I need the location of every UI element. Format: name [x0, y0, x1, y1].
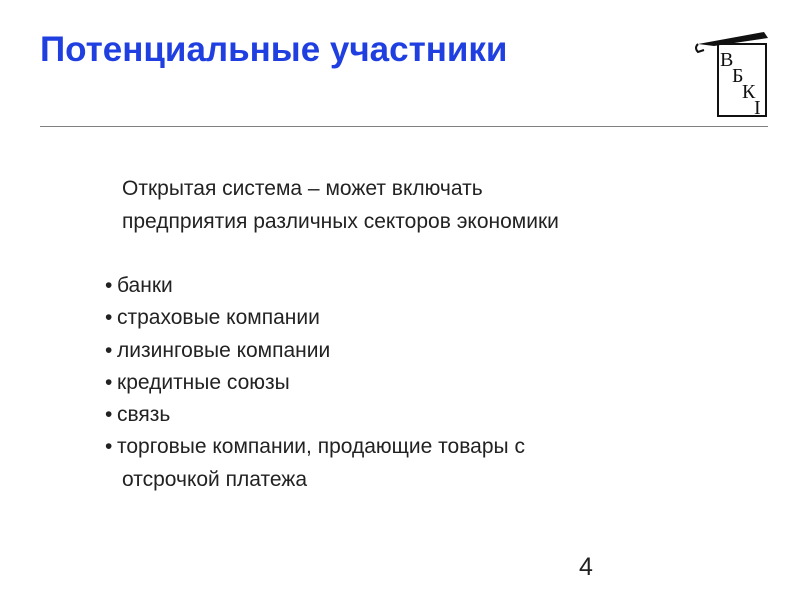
list-item-text: банки	[117, 274, 173, 297]
bki-logo	[694, 30, 774, 120]
list-item-text: связь	[117, 403, 171, 427]
page-number: 4	[579, 553, 593, 581]
logo-letter-v: В	[720, 49, 734, 71]
list-item-text: лизинговые компании	[117, 338, 331, 362]
list-item	[105, 270, 525, 302]
bullet-dot: •	[105, 403, 113, 427]
logo-letter-i: I	[754, 97, 761, 119]
list-item-text: торговые компании, продающие товары с	[117, 435, 525, 459]
slide-title: Потенциальные участники	[40, 30, 508, 69]
list-item	[105, 431, 525, 463]
bullet-dot: •	[105, 370, 113, 394]
intro-line: Открытая система – может включать	[122, 177, 483, 200]
intro-text	[122, 172, 559, 238]
list-item	[105, 302, 525, 334]
participants-list	[105, 270, 525, 496]
list-item-text: кредитные союзы	[117, 370, 290, 394]
bullet-dot: •	[105, 274, 113, 297]
bullet-dot: •	[105, 306, 113, 330]
intro-line: предприятия различных секторов экономики	[122, 210, 559, 233]
list-item	[105, 399, 525, 431]
list-item	[105, 335, 525, 367]
logo-letter-k: К	[742, 81, 756, 103]
title-divider	[40, 126, 768, 127]
list-item	[105, 367, 525, 399]
logo-curl-shape	[696, 44, 704, 52]
bullet-dot: •	[105, 338, 113, 362]
list-item-text: страховые компании	[117, 306, 320, 330]
logo-letter-b: Б	[732, 65, 744, 87]
bullet-dot: •	[105, 435, 113, 459]
list-item-continuation: отсрочкой платежа	[122, 467, 308, 491]
